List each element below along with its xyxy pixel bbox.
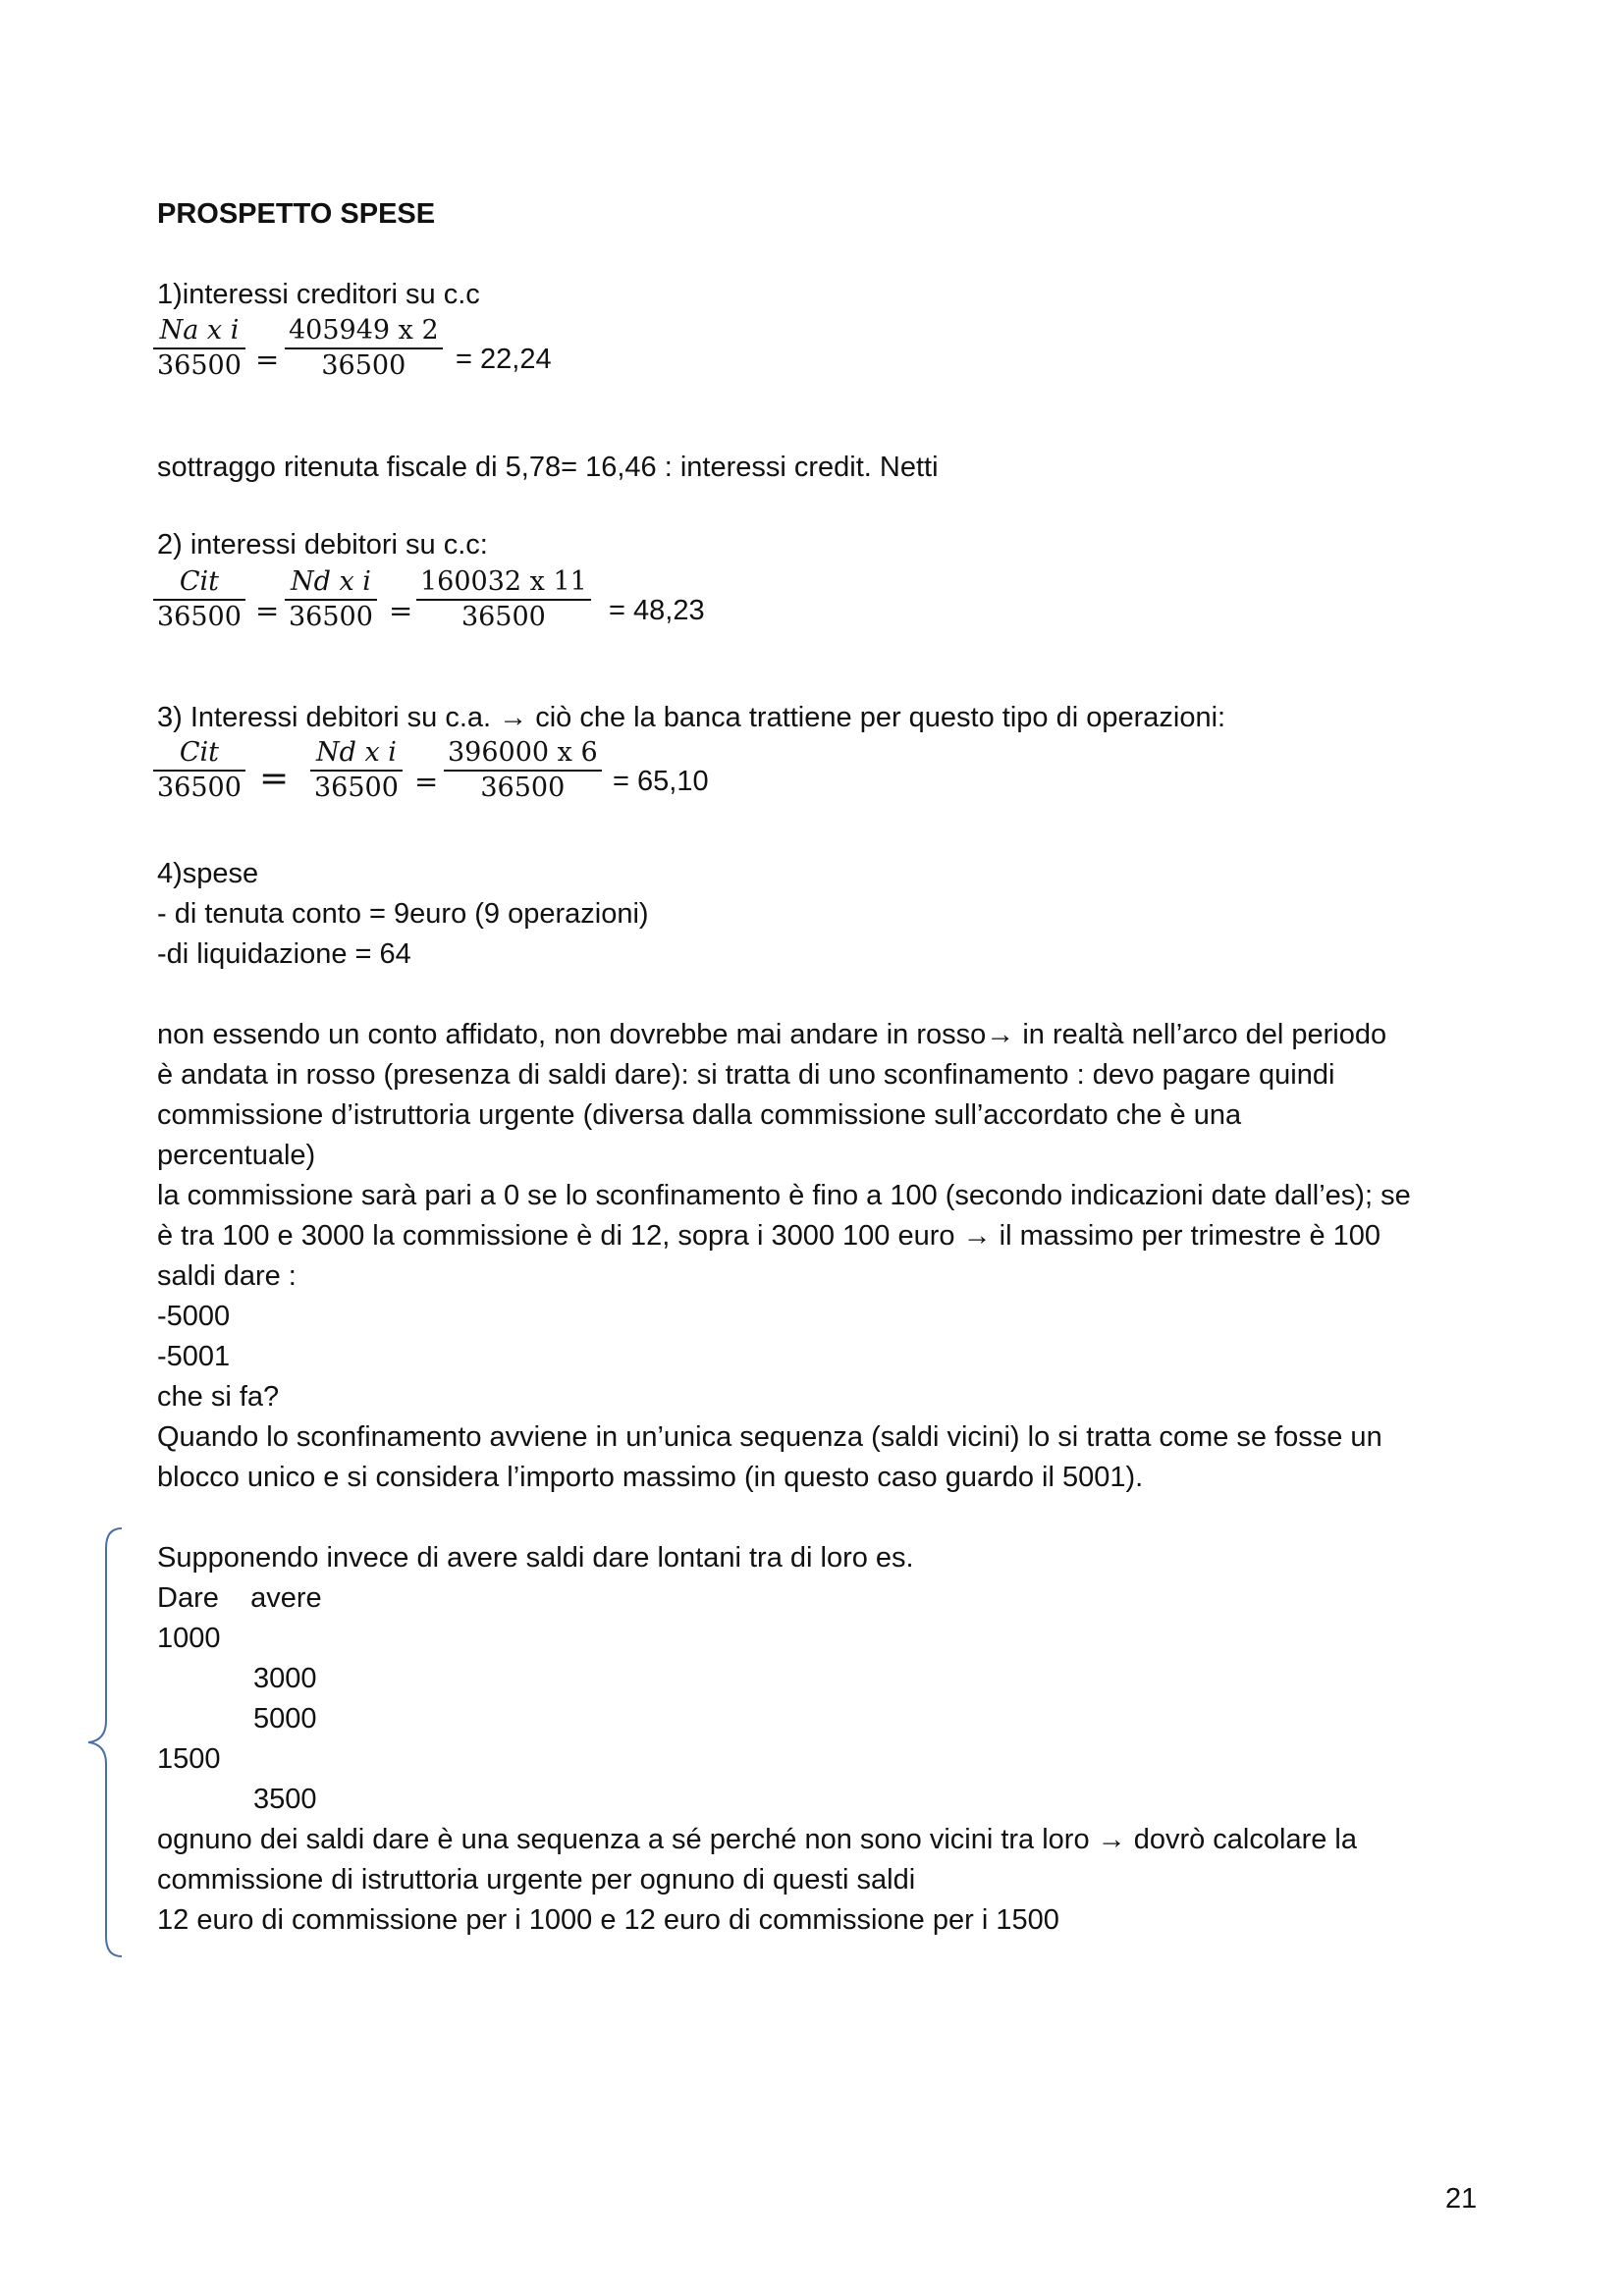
equals-sign: = — [389, 594, 413, 627]
equals-sign: = — [259, 759, 290, 799]
fraction-denominator: 36500 — [321, 350, 406, 381]
fraction-denominator: 36500 — [289, 602, 373, 632]
example-line: ognuno dei saldi dare è una sequenza a sé perché non sono vicini tra loro → dovrò calcolare la — [157, 1824, 1357, 1855]
result-value: 48,23 — [633, 595, 705, 626]
example-line: commissione di istruttoria urgente per ognuno di questi saldi — [157, 1864, 916, 1896]
page-title: PROSPETTO SPESE — [157, 198, 436, 230]
fraction-denominator: 36500 — [157, 773, 242, 803]
formula-result: = 65,10 — [613, 766, 709, 797]
body-line: blocco unico e si considera l’importo massimo (in questo caso guardo il 5001). — [157, 1462, 1144, 1493]
fraction-numerator: Nd x i — [315, 737, 397, 768]
body-line: commissione d’istruttoria urgente (diversa dalla commissione sull’accordato che è una — [157, 1099, 1242, 1131]
fraction-3c — [444, 736, 602, 805]
page-number: 21 — [1445, 2183, 1478, 2215]
fraction-2a — [153, 565, 245, 634]
example-row-dare: 1000 — [157, 1623, 221, 1654]
equals-sign: = — [414, 765, 439, 798]
body-line: -5001 — [157, 1341, 231, 1372]
section-3-title: 3) Interessi debitori su c.a. → ciò che la banca trattiene per questo tipo di operazioni: — [157, 702, 1226, 733]
example-row-avere: 3000 — [253, 1663, 317, 1694]
body-line: che si fa? — [157, 1381, 280, 1413]
fraction-denominator: 36500 — [314, 773, 399, 803]
fraction-denominator: 36500 — [157, 602, 242, 632]
section-4-line: -di liquidazione = 64 — [157, 938, 411, 970]
body-line: la commissione sarà pari a 0 se lo sconfinamento è fino a 100 (secondo indicazioni date dall’es); se — [157, 1180, 1411, 1211]
fraction-1a — [153, 314, 245, 383]
formula-result: = 48,23 — [609, 595, 705, 626]
example-line: 12 euro di commissione per i 1000 e 12 euro di commissione per i 1500 — [157, 1904, 1059, 1936]
example-header: Dare avere — [157, 1582, 322, 1614]
fraction-denominator: 36500 — [460, 602, 546, 632]
curly-brace-icon — [79, 1526, 128, 1958]
body-line: Quando lo sconfinamento avviene in un’unica sequenza (saldi vicini) lo si tratta come se fosse un — [157, 1421, 1382, 1453]
body-line: è tra 100 e 3000 la commissione è di 12, sopra i 3000 100 euro → il massimo per trimestre è 100 — [157, 1220, 1381, 1252]
result-value: 22,24 — [480, 344, 552, 375]
fraction-2b — [285, 565, 377, 634]
fraction-denominator: 36500 — [480, 773, 566, 803]
fraction-denominator: 36500 — [157, 350, 242, 381]
example-row-dare: 1500 — [157, 1743, 221, 1775]
fraction-numerator: 405949 x 2 — [289, 315, 439, 346]
section-2-title: 2) interessi debitori su c.c: — [157, 529, 488, 561]
fraction-numerator: Nd x i — [290, 566, 371, 597]
formula-result: = 22,24 — [456, 344, 552, 375]
fraction-1b — [285, 314, 443, 383]
fraction-numerator: 160032 x 11 — [420, 566, 587, 597]
fraction-numerator: Cit — [179, 566, 220, 597]
body-line: è andata in rosso (presenza di saldi dare): si tratta di uno sconfinamento : devo pagare quindi — [157, 1059, 1335, 1091]
example-row-avere: 5000 — [253, 1703, 317, 1735]
section-4-title: 4)spese — [157, 858, 259, 889]
section-4-line: - di tenuta conto = 9euro (9 operazioni) — [157, 898, 649, 930]
fraction-3b — [310, 736, 403, 805]
fraction-numerator: 396000 x 6 — [448, 737, 598, 768]
section-1-title: 1)interessi creditori su c.c — [157, 279, 480, 310]
fraction-3a — [153, 736, 245, 805]
result-value: 65,10 — [637, 766, 709, 797]
fraction-2c — [416, 565, 591, 634]
equals-sign: = — [255, 343, 280, 376]
body-line: saldi dare : — [157, 1260, 297, 1292]
section-1-note: sottraggo ritenuta fiscale di 5,78= 16,46 : interessi credit. Netti — [157, 452, 939, 483]
fraction-numerator: Cit — [179, 737, 220, 768]
body-line: -5000 — [157, 1301, 231, 1332]
example-intro: Supponendo invece di avere saldi dare lontani tra di loro es. — [157, 1542, 914, 1574]
body-line: percentuale) — [157, 1140, 316, 1171]
example-row-avere: 3500 — [253, 1784, 317, 1815]
fraction-numerator: Na x i — [159, 315, 240, 346]
body-line: non essendo un conto affidato, non dovrebbe mai andare in rosso→ in realtà nell’arco del periodo — [157, 1019, 1387, 1050]
equals-sign: = — [255, 594, 280, 627]
